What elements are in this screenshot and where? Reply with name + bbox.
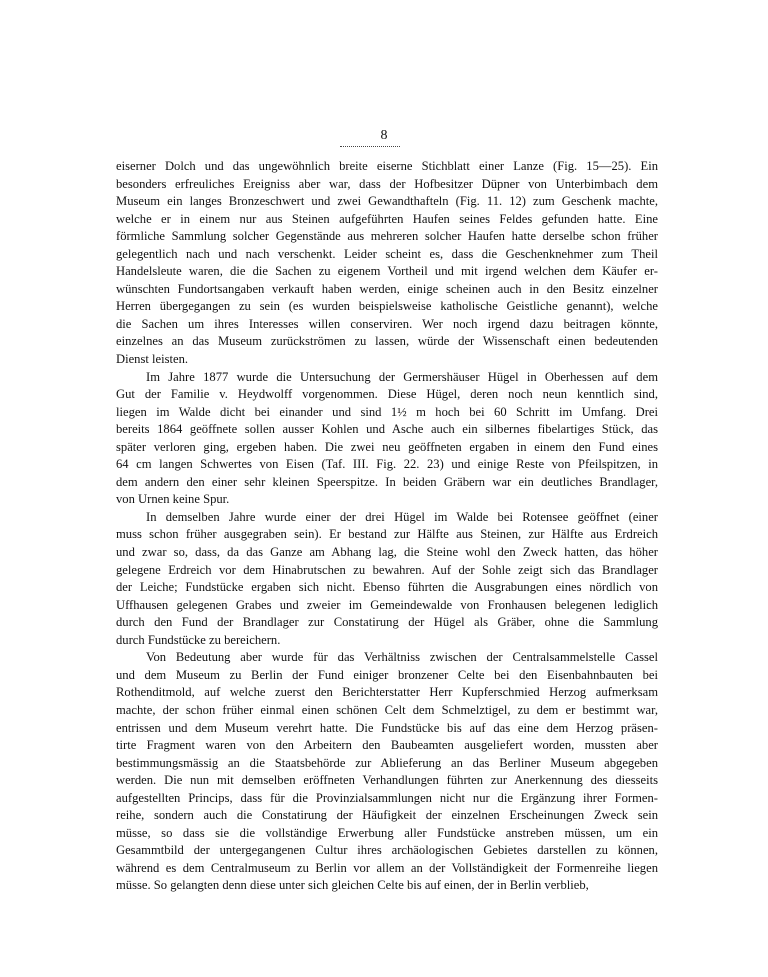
paragraph [116,369,658,509]
text-line: tirte Fragment waren von den Arbeitern den Baubeamten ausgeliefert worden, mussten aber [116,738,658,753]
text-line: welche er in einem nur aus Steinen aufgeführten Haufen seines Feldes gefunden hatte. Eine [116,211,658,226]
text-line: Im Jahre 1877 wurde die Untersuchung der Germershäuser Hügel in Oberhessen auf dem [146,369,658,384]
text-line: werden. Die nun mit demselben eröffneten Verhandlungen führten zur Anerkennung des diesseits [116,773,658,788]
text-line: besonders erfreuliches Ereigniss aber war, dass der Hofbesitzer Düpner von Unterbimbach dem [116,176,658,191]
text-line: der Leiche; Fundstücke ergaben sich nicht. Ebenso führten die Ausgrabungen eines nördlich von [116,580,658,595]
text-line: Herren übergegangen zu sein (es wurden beispielsweise katholische Geistliche genannt), welche [116,299,658,314]
text-line: später verloren ging, ergeben haben. Die zwei neu geöffneten ergaben in einem den Fund eines [116,439,658,454]
page-number-ornament [340,146,400,147]
text-line: durch Fundstücke zu bereichern. [116,632,281,647]
text-line: Museum ein langes Bronzeschwert und zwei Gewandthafteln (Fig. 11. 12) zum Geschenk machte, [116,194,658,209]
text-line: Gesammtbild der untergegangenen Cultur ihres archäologischen Gebietes darstellen zu können, [116,843,658,858]
text-line: Handelsleute waren, die die Sachen zu eigenem Vortheil und mit irgend welchen dem Käufer er- [116,264,658,279]
paragraph [116,158,658,369]
page-number: 8 [380,128,388,143]
body-text [116,158,658,895]
paragraph [116,509,658,649]
text-line: die Sachen um ihres Interesses willen conserviren. Wer noch irgend dazu beitragen könnte, [116,316,658,331]
text-line: Von Bedeutung aber wurde für das Verhältniss zwischen der Centralsammelstelle Cassel [146,650,658,665]
text-line: müsse, so dass sie die vollständige Erwerbung aller Fundstücke anstreben müssen, um ein [116,825,658,840]
text-line: müsse. So gelangten denn diese unter sich gleichen Celte bis auf einen, der in Berlin verblieb, [116,878,589,893]
text-line: einzelnes an das Museum zurückströmen zu lassen, würde der Wissenschaft einen bedeutenden [116,334,658,349]
text-line: von Urnen keine Spur. [116,492,230,507]
text-line: dem andern den einer sehr kleinen Speerspitze. In beiden Gräbern war ein deutliches Brandlager, [116,474,658,489]
text-line: reihe, sondern auch die Constatirung der Häufigkeit der einzelnen Erscheinungen Zweck sein [116,808,658,823]
paragraph [116,649,658,895]
text-line: Gut der Familie v. Heydwolff vorgenommen. Diese Hügel, deren noch neun kenntlich sind, [116,387,658,402]
text-line: durch den Fund der Brandlager zur Constatirung der Hügel als Gräber, ohne die Sammlung [116,615,658,630]
text-line: gelegene Erdreich vor dem Hinabrutschen zu bewahren. Auf der Sohle zeigt sich das Brandlager [116,562,658,577]
text-line: machte, der schon früher einmal einen schönen Celt dem Schmelztigel, zu dem er bestimmt war, [116,702,658,717]
text-line: Dienst leisten. [116,352,189,367]
text-line: Uffhausen gelegenen Grabes und zweier im Gemeindewalde von Fronhausen belegenen lediglich [116,597,658,612]
text-line: bereits 1864 geöffnete sollen ausser Kohlen und Asche auch ein silbernes fibelartiges Stück, das [116,422,658,437]
text-line: förmliche Sammlung solcher Gegenstände aus mehreren solcher Haufen hatte derselbe schon früher [116,229,658,244]
text-line: und dem Museum zu Berlin der Fund einiger bronzener Celte bei den Eisenbahnbauten bei [116,667,658,682]
text-line: und zwar so, dass, da das Ganze am Abhang lag, die Steine wohl den Zweck hatten, das höher [116,545,658,560]
text-line: Rothenditmold, auf welche zuerst den Berichterstatter Herr Kupferschmied Herzog aufmerksam [116,685,658,700]
text-line: aufgestellten Princips, dass für die Provinzialsammlungen nicht nur die Ergänzung ihrer Formen- [116,790,658,805]
text-line: 64 cm langen Schwertes von Eisen (Taf. III. Fig. 22. 23) und einige Reste von Pfeilspitzen, in [116,457,658,472]
text-line: liegen im Walde dicht bei einander und sind 1½ m hoch bei 60 Schritt im Umfang. Drei [116,404,658,419]
text-line: bestimmungsmässig an die Staatsbehörde zur Ablieferung an das Berliner Museum abgegeben [116,755,658,770]
text-line: gelegentlich nach und nach verschenkt. Leider scheint es, dass die Geschenknehmer zum Theil [116,246,658,261]
text-line: wünschten Fundortsangaben verkauft haben werden, einige scheinen auch in den Besitz einzelner [116,281,658,296]
text-line: muss schon früher ausgegraben sein). Er bestand zur Hälfte aus Steinen, zur Hälfte aus Erdreich [116,527,658,542]
text-line: während es dem Centralmuseum zu Berlin vor allem an der Vollständigkeit der Formenreihe liegen [116,860,658,875]
text-line: eiserner Dolch und das ungewöhnlich breite eiserne Stichblatt einer Lanze (Fig. 15—25). Ein [116,159,658,173]
text-line: entrissen und dem Museum verehrt hatte. Die Fundstücke bis auf das eine dem Herzog präsen- [116,720,658,735]
text-line: In demselben Jahre wurde einer der drei Hügel im Walde bei Rotensee geöffnet (einer [146,509,658,524]
